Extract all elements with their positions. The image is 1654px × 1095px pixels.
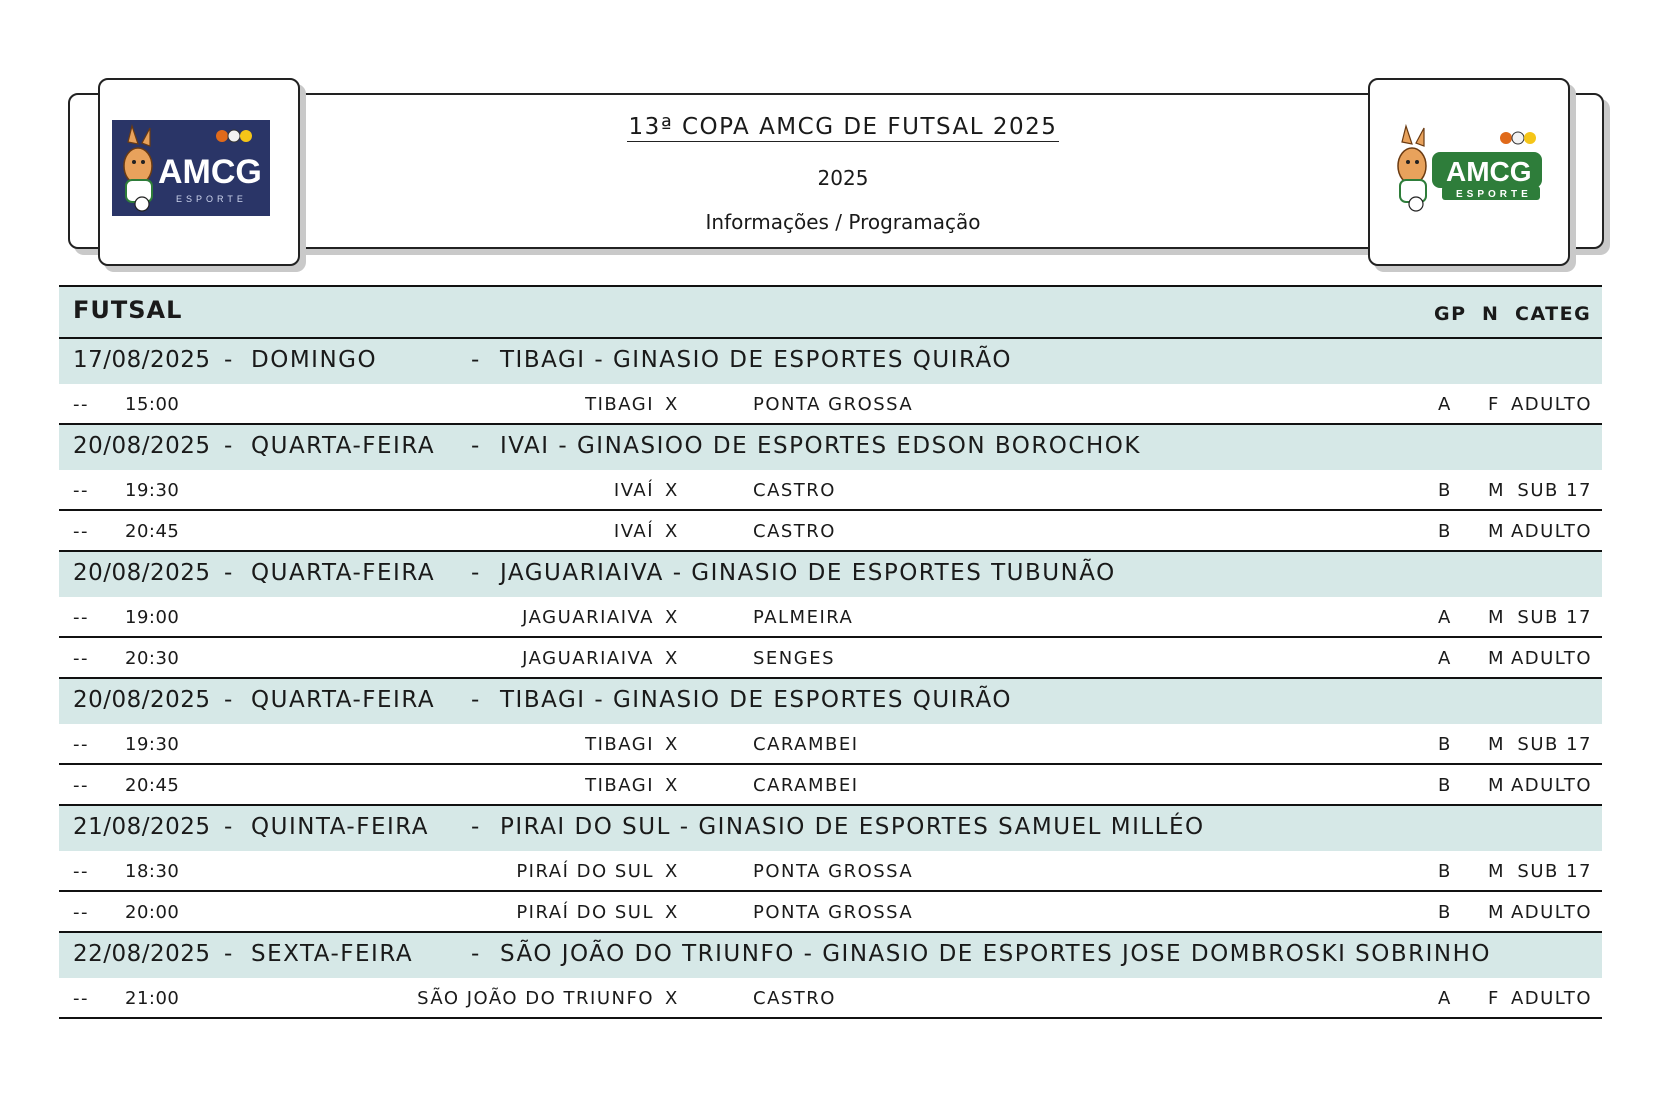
home-team: TIBAGI <box>585 734 654 755</box>
game-separator: -- <box>73 480 89 501</box>
versus-mark: X <box>665 861 679 882</box>
home-team: PIRAÍ DO SUL <box>516 902 654 923</box>
day-dash: - <box>224 941 234 967</box>
game-group: B <box>1438 734 1452 755</box>
game-time: 21:00 <box>125 988 180 1009</box>
day-dash: - <box>471 433 481 459</box>
logo-right-subtext: ESPORTE <box>1456 189 1532 200</box>
versus-mark: X <box>665 521 679 542</box>
logo-right-text: AMCG <box>1446 156 1532 187</box>
game-category: ADULTO <box>1510 648 1592 669</box>
amcg-logo-right-icon <box>1370 80 1568 264</box>
game-time: 18:30 <box>125 861 180 882</box>
document-year: 2025 <box>817 166 869 190</box>
versus-mark: X <box>665 734 679 755</box>
day-header-row <box>59 933 1602 978</box>
game-separator: -- <box>73 607 89 628</box>
day-venue: JAGUARIAIVA - GINASIO DE ESPORTES TUBUNÃO <box>500 560 1116 586</box>
day-weekday: SEXTA-FEIRA <box>251 941 414 967</box>
game-separator: -- <box>73 648 89 669</box>
game-gender: F <box>1488 988 1500 1009</box>
day-dash: - <box>224 814 234 840</box>
document-subtitle: Informações / Programação <box>705 210 981 234</box>
day-date: 17/08/2025 <box>73 347 211 373</box>
schedule-table <box>59 285 1602 1019</box>
versus-mark: X <box>665 988 679 1009</box>
day-dash: - <box>471 560 481 586</box>
home-team: JAGUARIAIVA <box>522 648 654 669</box>
away-team: PONTA GROSSA <box>753 902 914 923</box>
away-team: PONTA GROSSA <box>753 394 914 415</box>
game-group: A <box>1438 988 1452 1009</box>
home-team: JAGUARIAIVA <box>522 607 654 628</box>
game-row <box>59 851 1602 892</box>
day-dash: - <box>471 347 481 373</box>
game-separator: -- <box>73 394 89 415</box>
game-group: A <box>1438 394 1452 415</box>
game-row <box>59 638 1602 679</box>
game-time: 20:45 <box>125 521 180 542</box>
away-team: CARAMBEI <box>753 734 859 755</box>
game-group: B <box>1438 861 1452 882</box>
schedule-rows <box>59 339 1602 1019</box>
column-header-gp: GP <box>1434 303 1467 325</box>
game-separator: -- <box>73 902 89 923</box>
document-title: 13ª COPA AMCG DE FUTSAL 2025 <box>628 114 1058 140</box>
game-separator: -- <box>73 988 89 1009</box>
day-date: 20/08/2025 <box>73 560 211 586</box>
day-venue: SÃO JOÃO DO TRIUNFO - GINASIO DE ESPORTES JOSE DOMBROSKI SOBRINHO <box>500 941 1492 967</box>
away-team: CARAMBEI <box>753 775 859 796</box>
game-gender: M <box>1488 861 1506 882</box>
day-weekday: QUINTA-FEIRA <box>251 814 430 840</box>
game-time: 19:00 <box>125 607 180 628</box>
versus-mark: X <box>665 902 679 923</box>
game-gender: M <box>1488 648 1506 669</box>
day-header-row <box>59 679 1602 724</box>
day-dash: - <box>471 941 481 967</box>
logo-left-text: AMCG <box>158 153 262 191</box>
day-header-row <box>59 425 1602 470</box>
away-team: CASTRO <box>753 521 836 542</box>
day-dash: - <box>224 347 234 373</box>
home-team: PIRAÍ DO SUL <box>516 861 654 882</box>
game-group: A <box>1438 648 1452 669</box>
game-category: ADULTO <box>1510 521 1592 542</box>
game-time: 20:45 <box>125 775 180 796</box>
game-category: ADULTO <box>1510 988 1592 1009</box>
game-category: SUB 17 <box>1517 734 1592 755</box>
day-dash: - <box>471 814 481 840</box>
away-team: PONTA GROSSA <box>753 861 914 882</box>
day-date: 20/08/2025 <box>73 433 211 459</box>
day-weekday: DOMINGO <box>251 347 378 373</box>
away-team: CASTRO <box>753 480 836 501</box>
day-venue: IVAI - GINASIOO DE ESPORTES EDSON BOROCHOK <box>500 433 1141 459</box>
section-title: FUTSAL <box>73 296 183 324</box>
versus-mark: X <box>665 480 679 501</box>
game-time: 19:30 <box>125 480 180 501</box>
game-row <box>59 384 1602 425</box>
day-venue: TIBAGI - GINASIO DE ESPORTES QUIRÃO <box>500 347 1012 373</box>
logo-left-subtext: ESPORTE <box>176 194 247 204</box>
game-time: 15:00 <box>125 394 180 415</box>
game-row <box>59 724 1602 765</box>
game-time: 20:00 <box>125 902 180 923</box>
game-row <box>59 470 1602 511</box>
game-gender: M <box>1488 775 1506 796</box>
game-group: B <box>1438 775 1452 796</box>
day-header-row <box>59 806 1602 851</box>
day-date: 21/08/2025 <box>73 814 211 840</box>
game-group: B <box>1438 902 1452 923</box>
home-team: IVAÍ <box>613 521 654 542</box>
day-venue: PIRAI DO SUL - GINASIO DE ESPORTES SAMUEL MILLÉO <box>500 814 1205 840</box>
game-gender: M <box>1488 734 1506 755</box>
day-date: 20/08/2025 <box>73 687 211 713</box>
game-separator: -- <box>73 734 89 755</box>
amcg-logo-left-icon <box>100 80 298 264</box>
game-separator: -- <box>73 861 89 882</box>
game-gender: M <box>1488 902 1506 923</box>
home-team: TIBAGI <box>585 394 654 415</box>
game-row <box>59 892 1602 933</box>
section-header <box>59 285 1602 339</box>
game-gender: M <box>1488 607 1506 628</box>
game-separator: -- <box>73 521 89 542</box>
away-team: SENGES <box>753 648 836 669</box>
day-dash: - <box>471 687 481 713</box>
game-gender: M <box>1488 521 1506 542</box>
game-row <box>59 511 1602 552</box>
game-row <box>59 765 1602 806</box>
day-header-row <box>59 339 1602 384</box>
game-time: 20:30 <box>125 648 180 669</box>
column-header-n: N <box>1482 303 1500 325</box>
day-date: 22/08/2025 <box>73 941 211 967</box>
game-gender: F <box>1488 394 1500 415</box>
game-group: A <box>1438 607 1452 628</box>
logo-right-frame <box>1368 78 1570 266</box>
home-team: SÃO JOÃO DO TRIUNFO <box>417 988 654 1009</box>
game-time: 19:30 <box>125 734 180 755</box>
column-header-categ: CATEG <box>1515 303 1592 325</box>
day-header-row <box>59 552 1602 597</box>
away-team: CASTRO <box>753 988 836 1009</box>
versus-mark: X <box>665 648 679 669</box>
game-category: ADULTO <box>1510 775 1592 796</box>
day-dash: - <box>224 560 234 586</box>
game-category: SUB 17 <box>1517 607 1592 628</box>
header-text-block <box>328 93 1358 245</box>
day-weekday: QUARTA-FEIRA <box>251 433 436 459</box>
game-group: B <box>1438 521 1452 542</box>
logo-left-frame <box>98 78 300 266</box>
game-category: SUB 17 <box>1517 861 1592 882</box>
versus-mark: X <box>665 607 679 628</box>
home-team: TIBAGI <box>585 775 654 796</box>
game-group: B <box>1438 480 1452 501</box>
game-category: ADULTO <box>1510 394 1592 415</box>
day-dash: - <box>224 687 234 713</box>
day-weekday: QUARTA-FEIRA <box>251 560 436 586</box>
day-weekday: QUARTA-FEIRA <box>251 687 436 713</box>
game-row <box>59 597 1602 638</box>
day-venue: TIBAGI - GINASIO DE ESPORTES QUIRÃO <box>500 687 1012 713</box>
away-team: PALMEIRA <box>753 607 854 628</box>
game-gender: M <box>1488 480 1506 501</box>
versus-mark: X <box>665 394 679 415</box>
game-separator: -- <box>73 775 89 796</box>
day-dash: - <box>224 433 234 459</box>
game-row <box>59 978 1602 1019</box>
game-category: SUB 17 <box>1517 480 1592 501</box>
game-category: ADULTO <box>1510 902 1592 923</box>
versus-mark: X <box>665 775 679 796</box>
home-team: IVAÍ <box>613 480 654 501</box>
document-header <box>68 78 1604 274</box>
